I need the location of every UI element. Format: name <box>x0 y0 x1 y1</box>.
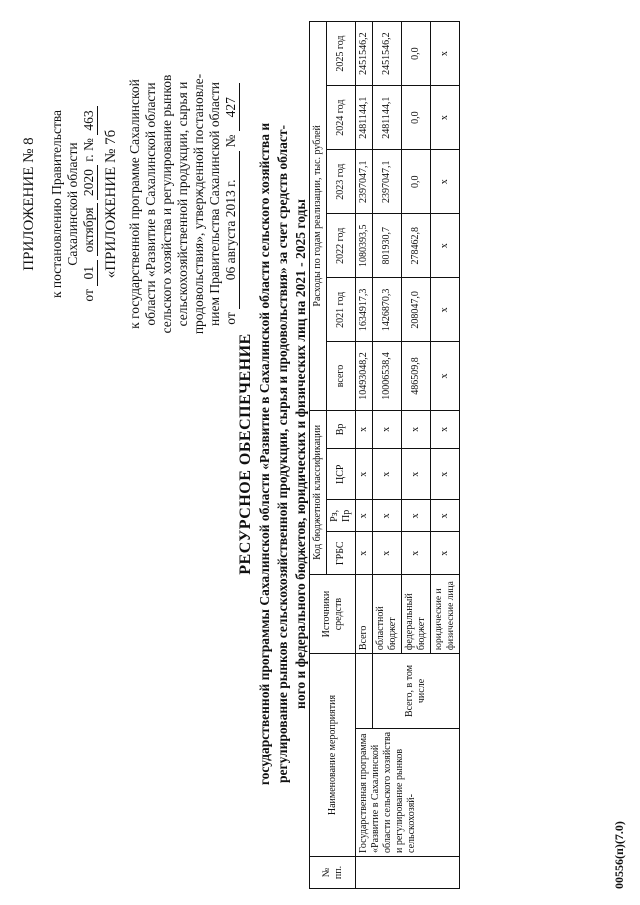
total-cell: х <box>431 342 460 410</box>
col-number-header: № пп. <box>310 856 356 888</box>
col-year-header: 2023 год <box>327 150 356 214</box>
col-name-header: Наименование мероприятия <box>310 654 356 857</box>
resolution-date: от 01 октября 2020 г. № 463 <box>81 19 98 389</box>
program-appendix-line: продовольствия», утвержденной постановле- <box>191 73 206 335</box>
date-year: 2020 <box>81 165 98 200</box>
program-appendix-line: к государственной программе Сахалинской <box>127 79 142 329</box>
document-title <box>237 19 309 889</box>
csr-cell: х <box>431 449 460 500</box>
rz-cell: х <box>431 500 460 532</box>
title-line: государственной программы Сахалинской области «Развитие в Сахалинской области сельского хозяйства и <box>257 122 272 786</box>
col-budget-code-header: Код бюджетной классификации <box>310 410 327 574</box>
year-cell: 2451546,2 <box>356 22 373 86</box>
year-cell: 0,0 <box>402 86 431 150</box>
col-year-header: 2024 год <box>327 86 356 150</box>
year-cell: 1426870,3 <box>373 278 402 342</box>
csr-cell: х <box>402 449 431 500</box>
col-year-header: 2021 год <box>327 278 356 342</box>
year-cell: х <box>431 214 460 278</box>
resolution-number: 463 <box>81 106 98 134</box>
resolution-line: к постановлению Правительства <box>49 109 64 299</box>
year-cell: 0,0 <box>402 22 431 86</box>
source-cell: федеральный бюджет <box>402 575 431 654</box>
date-day: 01 <box>81 260 98 286</box>
region-line: Сахалинской области <box>65 142 80 266</box>
rz-cell: х <box>402 500 431 532</box>
year-cell: х <box>431 22 460 86</box>
rz-cell: х <box>356 500 373 532</box>
year-cell: 2397047,1 <box>356 150 373 214</box>
grbs-cell: х <box>373 532 402 575</box>
date-month: октября <box>81 203 98 256</box>
program-name-cell: Государственная программа «Развитие в Сахалинской области сельского хозяйства и регулирование рынков сельскохозяй- <box>356 728 460 856</box>
title-line: регулирование рынков сельскохозяйственной продукции, сырья и продовольствия» за счет средств област- <box>275 124 290 784</box>
row-number-cell <box>356 856 460 888</box>
year-cell: 801930,7 <box>373 214 402 278</box>
source-cell: юридические и физические лица <box>431 575 460 654</box>
total-cell: 10493048,2 <box>356 342 373 410</box>
year-cell: 0,0 <box>402 150 431 214</box>
col-source-header: Источники средств <box>310 575 356 654</box>
rz-cell: х <box>373 500 402 532</box>
year-cell: х <box>431 86 460 150</box>
vr-cell: х <box>356 410 373 448</box>
program-appendix-line: нием Правительства Сахалинской области <box>207 82 222 326</box>
col-year-header: 2022 год <box>327 214 356 278</box>
program-appendix-line: сельскохозяйственной продукции, сырья и <box>175 81 190 327</box>
including-cell: Всего, в том числе <box>373 654 460 729</box>
year-cell: х <box>431 278 460 342</box>
program-appendix-date: от 06 августа 2013 г. № 427 <box>223 19 240 389</box>
grbs-cell: х <box>402 532 431 575</box>
grbs-cell: х <box>431 532 460 575</box>
vr-cell: х <box>402 410 431 448</box>
year-cell: 2397047,1 <box>373 150 402 214</box>
year-cell: 1080393,5 <box>356 214 373 278</box>
year-cell: 2451546,2 <box>373 22 402 86</box>
title-main: РЕСУРСНОЕ ОБЕСПЕЧЕНИЕ <box>237 333 254 575</box>
year-cell: 208047,0 <box>402 278 431 342</box>
program-date: 06 августа 2013 г. <box>223 151 240 309</box>
grbs-cell: х <box>356 532 373 575</box>
title-line: ного и федерального бюджетов, юридических и физических лиц на 2021 - 2025 годы <box>293 199 308 709</box>
csr-cell: х <box>373 449 402 500</box>
document-code: 00556(п)(7.0) <box>612 821 626 889</box>
col-grbs-header: ГРБС <box>327 532 356 575</box>
program-appendix-line: области «Развитие в Сахалинской области <box>143 82 158 326</box>
program-number: 427 <box>223 83 240 131</box>
program-appendix-header <box>103 19 240 389</box>
appendix-header <box>21 19 98 389</box>
col-expenses-header: Расходы по годам реализации, тыс. рублей <box>310 22 327 411</box>
total-cell: 486509,8 <box>402 342 431 410</box>
year-cell: х <box>431 150 460 214</box>
source-cell: областной бюджет <box>373 575 402 654</box>
col-csr-header: ЦСР <box>327 449 356 500</box>
resource-table <box>309 21 460 889</box>
program-appendix-line: сельского хозяйства и регулирование рынков <box>159 74 174 334</box>
vr-cell: х <box>373 410 402 448</box>
col-vr-header: Вр <box>327 410 356 448</box>
table-row <box>356 22 373 889</box>
year-cell: 1634917,3 <box>356 278 373 342</box>
col-year-header: 2025 год <box>327 22 356 86</box>
year-cell: 278462,8 <box>402 214 431 278</box>
year-cell: 2481144,1 <box>373 86 402 150</box>
vr-cell: х <box>431 410 460 448</box>
program-appendix-number: «ПРИЛОЖЕНИЕ № 7б <box>103 129 119 279</box>
empty-cell <box>356 654 373 729</box>
year-cell: 2481144,1 <box>356 86 373 150</box>
total-cell: 10006538,4 <box>373 342 402 410</box>
source-cell: Всего <box>356 575 373 654</box>
csr-cell: х <box>356 449 373 500</box>
col-total-header: всего <box>327 342 356 410</box>
appendix-number: ПРИЛОЖЕНИЕ № 8 <box>21 137 37 271</box>
col-rz-header: Рз, Пр <box>327 500 356 532</box>
rotated-page <box>17 19 640 889</box>
